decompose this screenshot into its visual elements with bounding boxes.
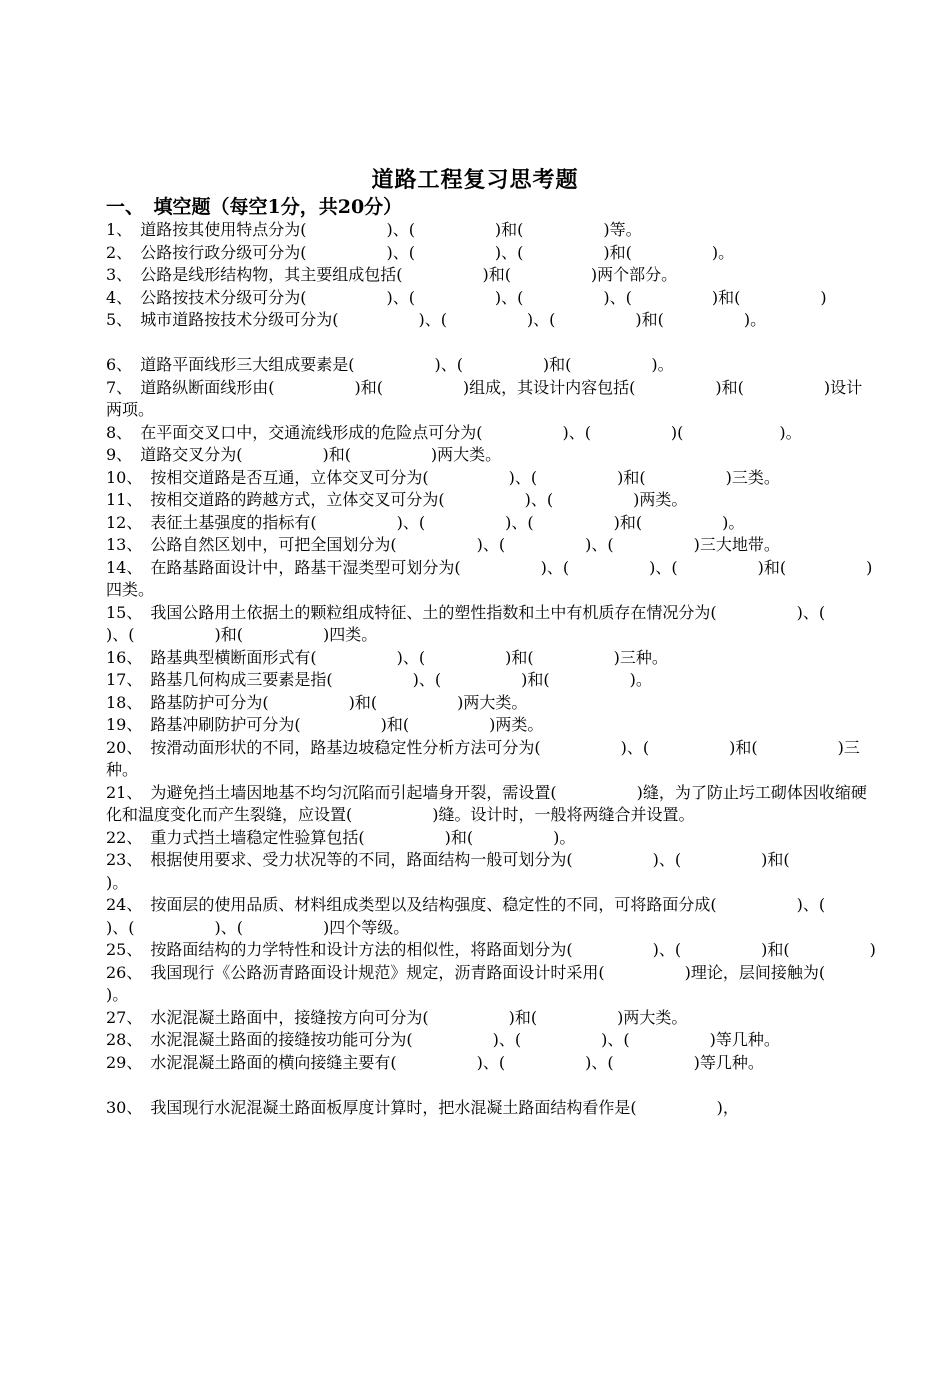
question-item	[106, 962, 906, 1007]
question-item	[106, 692, 876, 715]
question-item	[106, 489, 876, 512]
question-number: 27、	[106, 1007, 135, 1027]
question-item	[106, 737, 876, 782]
question-number: 5、	[106, 310, 125, 329]
question-item	[106, 669, 876, 692]
question-text: 公路自然区划中，可把全国划分为( )、( )、( )三大地带。	[150, 535, 780, 554]
question-item	[106, 894, 906, 939]
question-number: 25、	[106, 940, 135, 959]
question-item	[106, 264, 876, 287]
question-item	[106, 714, 876, 737]
question-text: 水泥混凝土路面中，接缝按方向可分为( )和( )两大类。	[150, 1007, 688, 1027]
question-text: 道路平面线形三大组成要素是( )、( )和( )。	[140, 355, 674, 374]
question-text: 路基典型横断面形式有( )、( )和( )三种。	[150, 647, 668, 667]
question-text: 根据使用要求、受力状况等的不同，路面结构一般可划分为( )、( )和( )。	[106, 850, 870, 892]
question-item	[106, 219, 876, 242]
question-number: 29、	[106, 1052, 135, 1072]
question-item	[106, 1052, 876, 1075]
question-text: 公路是线形结构物，其主要组成包括( )和( )两个部分。	[140, 265, 678, 284]
question-item	[106, 377, 876, 422]
question-item	[106, 287, 876, 310]
question-number: 20、	[106, 737, 135, 757]
question-item	[106, 782, 876, 827]
question-item	[106, 512, 876, 535]
question-text: 路基防护可分为( )和( )两大类。	[150, 692, 528, 712]
question-item	[106, 534, 876, 557]
question-text: 表征土基强度的指标有( )、( )、( )和( )。	[150, 512, 745, 532]
question-text: 路基几何构成三要素是指( )、( )和( )。	[150, 670, 652, 689]
question-number: 3、	[106, 265, 125, 284]
question-text: 水泥混凝土路面的接缝按功能可分为( )、( )、( )等几种。	[150, 1030, 780, 1049]
question-text: 按路面结构的力学特性和设计方法的相似性，将路面划分为( )、( )和( )	[150, 940, 876, 959]
question-number: 23、	[106, 850, 135, 869]
question-number: 18、	[106, 692, 135, 712]
question-number: 2、	[106, 242, 125, 262]
question-item	[106, 1029, 876, 1052]
question-number: 15、	[106, 602, 135, 622]
question-number: 7、	[106, 377, 125, 397]
question-text: 水泥混凝土路面的横向接缝主要有( )、( )、( )等几种。	[150, 1052, 764, 1072]
question-item	[106, 1097, 876, 1120]
question-number: 1、	[106, 220, 125, 239]
question-text: 重力式挡土墙稳定性验算包括( )和( )。	[150, 827, 576, 847]
question-text: 路基冲刷防护可分为( )和( )两类。	[150, 715, 544, 734]
question-text: 我国现行水泥混凝土路面板厚度计算时，把水混凝土路面结构看作是( )，	[150, 1097, 739, 1117]
question-number: 21、	[106, 782, 135, 802]
question-number: 19、	[106, 715, 135, 734]
question-number: 17、	[106, 670, 135, 689]
question-item	[106, 1007, 876, 1030]
question-text: 公路按行政分级可分为( )、( )、( )和( )。	[140, 242, 735, 262]
section-heading: 一、 填空题（每空1分，共20分）	[106, 196, 403, 218]
question-item	[106, 602, 906, 647]
question-text: 为避免挡土墙因地基不均匀沉陷而引起墙身开裂，需设置( )缝，为了防止圬工砌体因收缩硬化和温度变化而产生裂缝，应设置( )缝。设计时，一般将两缝合并设置。	[106, 782, 867, 824]
question-number: 12、	[106, 512, 135, 532]
question-text: 按面层的使用品质、材料组成类型以及结构强度、稳定性的不同，可将路面分成( )、( )、( )、( )四个等级。	[106, 895, 906, 937]
question-item	[106, 467, 876, 490]
question-text: 我国现行《公路沥青路面设计规范》规定，沥青路面设计时采用( )理论，层间接触为( )。	[106, 962, 906, 1004]
question-text: 道路交叉分为( )和( )两大类。	[140, 445, 502, 464]
question-text: 在路基路面设计中，路基干湿类型可划分为( )、( )、( )和( )四类。	[106, 557, 873, 599]
question-number: 30、	[106, 1097, 135, 1117]
question-number: 9、	[106, 445, 125, 464]
question-item	[106, 309, 876, 332]
question-item	[106, 939, 876, 962]
question-number: 13、	[106, 535, 135, 554]
question-text: 按相交道路是否互通，立体交叉可分为( )、( )和( )三类。	[150, 467, 780, 487]
question-number: 8、	[106, 422, 125, 442]
question-item	[106, 827, 876, 850]
question-list	[106, 219, 906, 1119]
question-number: 22、	[106, 827, 135, 847]
question-text: 城市道路按技术分级可分为( )、( )、( )和( )。	[140, 310, 767, 329]
question-item	[106, 444, 876, 467]
question-number: 6、	[106, 355, 125, 374]
question-item	[106, 647, 876, 670]
question-text: 公路按技术分级可分为( )、( )、( )、( )和( )	[140, 287, 827, 307]
question-text: 我国公路用土依据土的颗粒组成特征、土的塑性指数和土中有机质存在情况分为( )、( )、( )和( )四类。	[106, 602, 906, 644]
question-item	[106, 422, 876, 445]
question-number: 14、	[106, 557, 135, 577]
question-number: 24、	[106, 895, 135, 914]
question-text: 道路按其使用特点分为( )、( )和( )等。	[140, 220, 642, 239]
question-number: 4、	[106, 287, 125, 307]
question-item	[106, 354, 876, 377]
question-number: 16、	[106, 647, 135, 667]
question-number: 10、	[106, 467, 135, 487]
question-text: 在平面交叉口中，交通流线形成的危险点可分为( )、( )( )。	[140, 422, 802, 442]
question-number: 28、	[106, 1030, 135, 1049]
question-text: 按相交道路的跨越方式，立体交叉可分为( )、( )两类。	[150, 490, 688, 509]
question-number: 26、	[106, 962, 135, 982]
question-number: 11、	[106, 490, 135, 509]
question-text: 道路纵断面线形由( )和( )组成，其设计内容包括( )和( )设计两项。	[106, 377, 863, 419]
question-text: 按滑动面形状的不同，路基边坡稳定性分析方法可分为( )、( )和( )三种。	[106, 737, 860, 779]
question-item	[106, 242, 876, 265]
document-title: 道路工程复习思考题	[371, 167, 579, 193]
question-item	[106, 557, 876, 602]
question-item	[106, 849, 876, 894]
